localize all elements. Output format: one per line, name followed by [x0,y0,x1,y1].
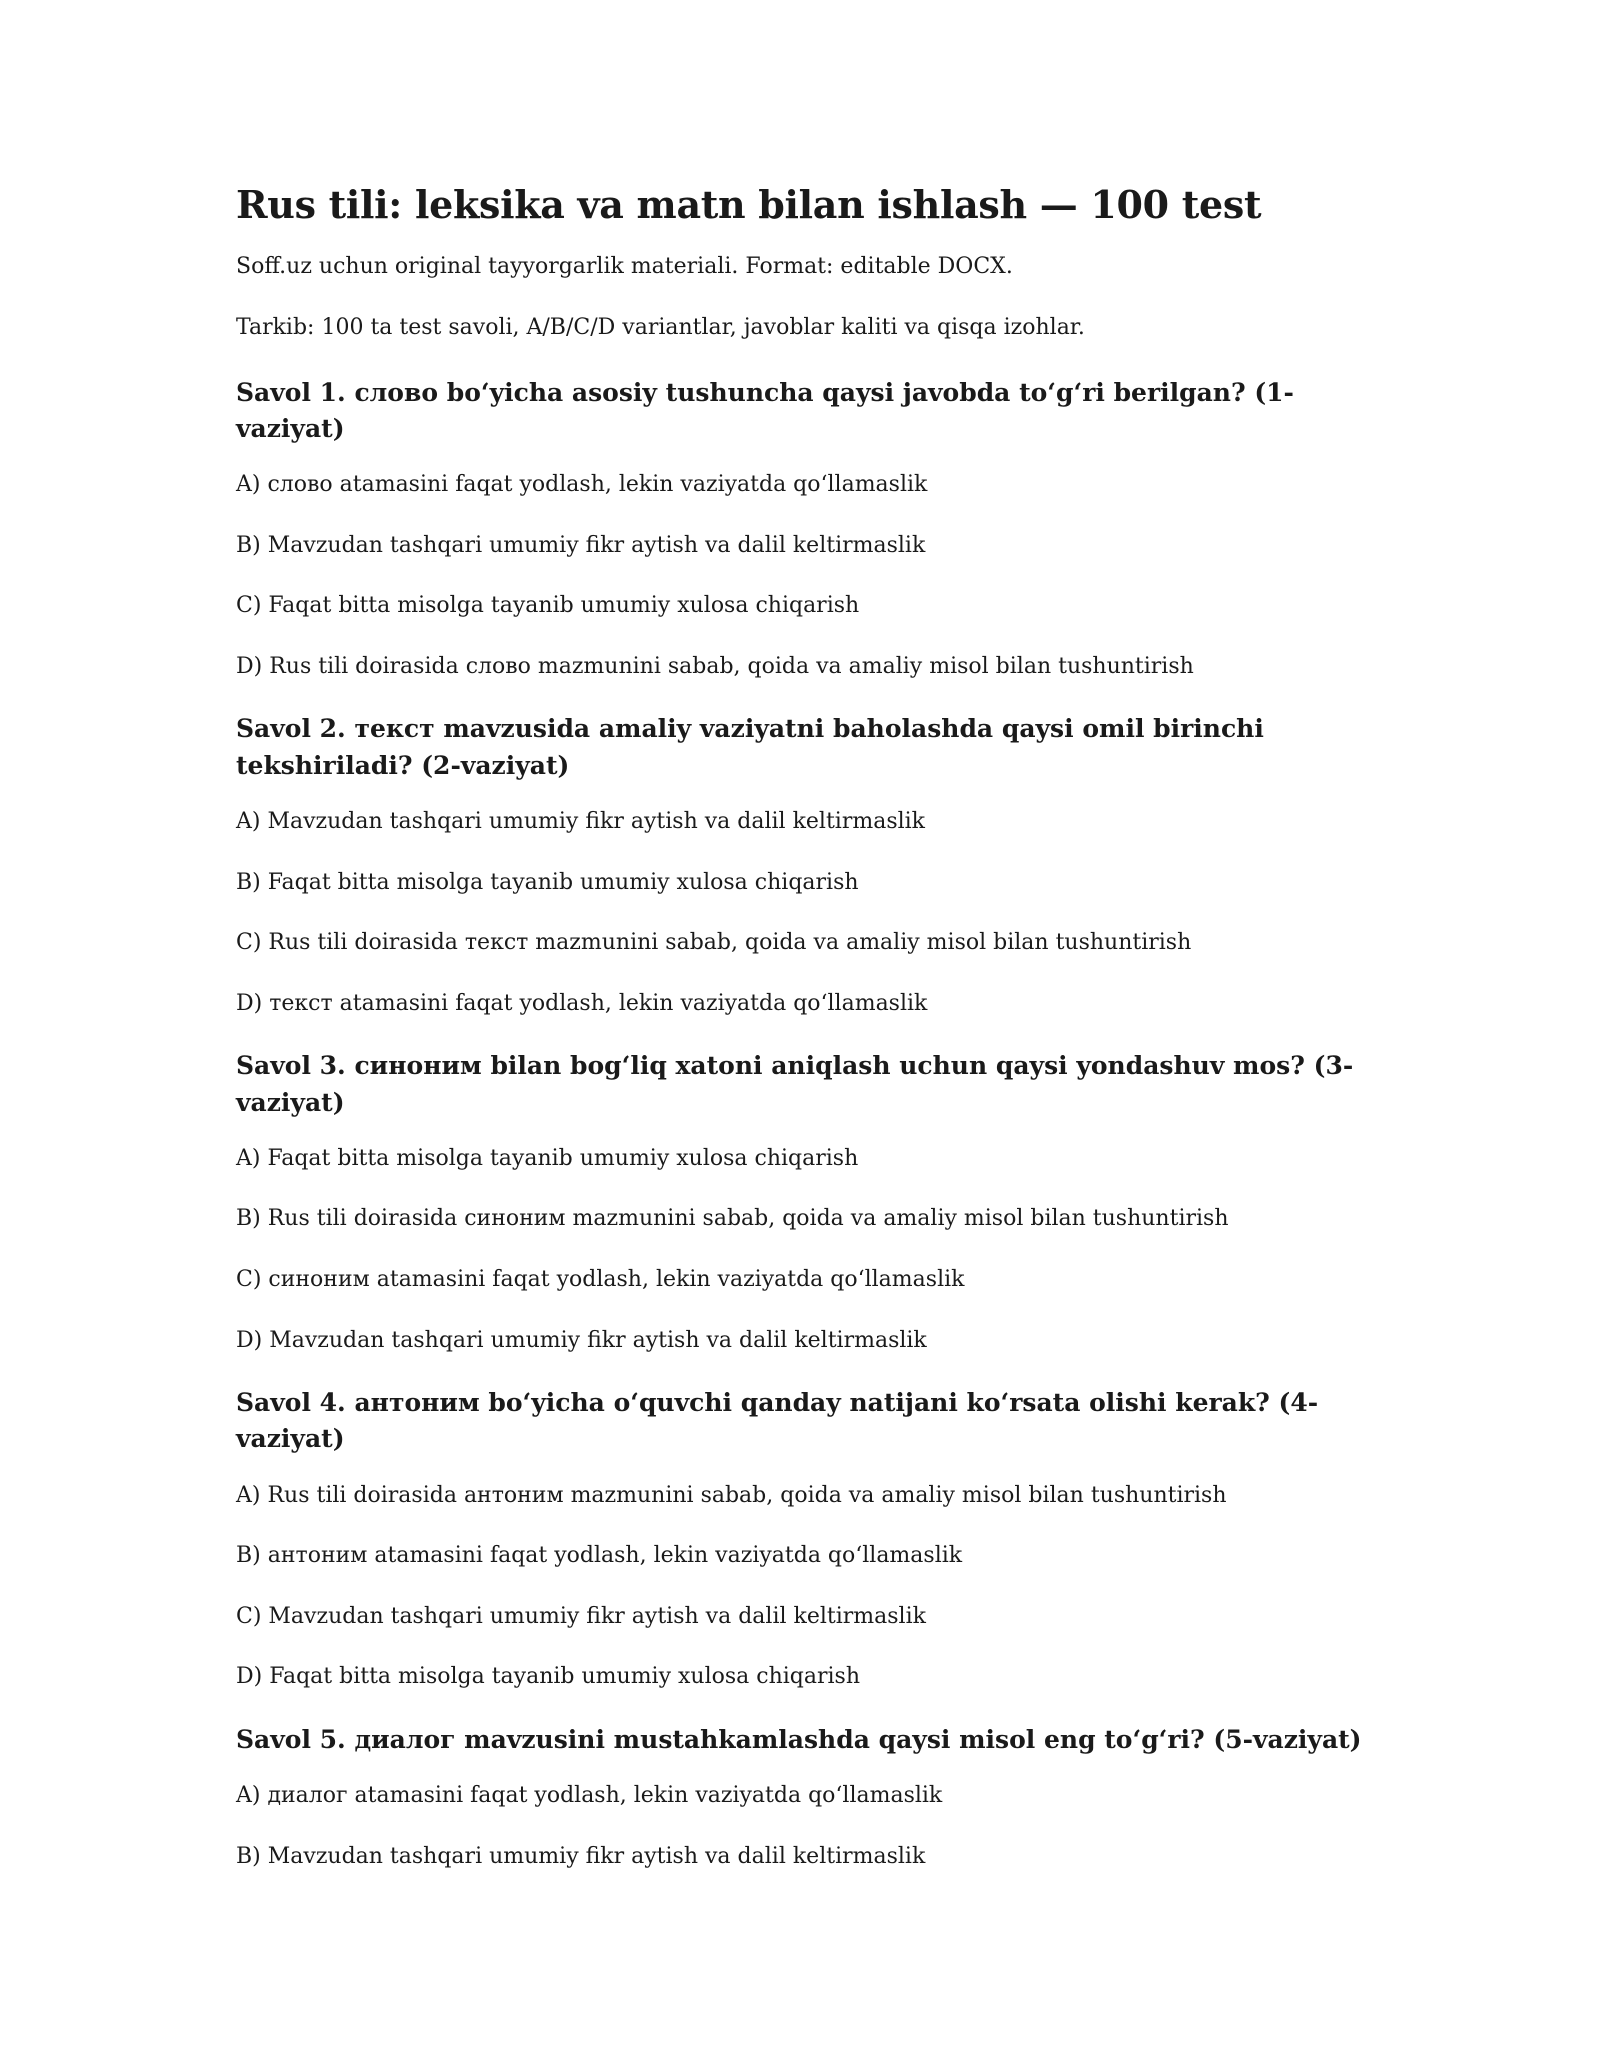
question-text: Savol 3. синоним bilan bog‘liq xatoni aniqlash uchun qaysi yondashuv mos? (3-vaziyat) [236,1051,1354,1117]
question-block [236,1385,1396,1692]
answer-option: C) Rus tili doirasida текст mazmunini sabab, qoida va amaliy misol bilan tushuntirish [236,930,1192,956]
answer-option: D) Mavzudan tashqari umumiy fikr aytish va dalil keltirmaslik [236,1327,927,1353]
answer-option: D) Rus tili doirasida слово mazmunini sabab, qoida va amaliy misol bilan tushuntirish [236,653,1194,679]
answer-option: A) Faqat bitta misolga tayanib umumiy xulosa chiqarish [236,1145,859,1171]
answer-option: B) Rus tili doirasida синоним mazmunini sabab, qoida va amaliy misol bilan tushuntirish [236,1206,1229,1232]
question-text: Savol 2. текст mavzusida amaliy vaziyatni baholashda qaysi omil birinchi tekshiriladi? (2-vaziyat) [236,714,1264,780]
answer-option: C) Mavzudan tashqari umumiy fikr aytish va dalil keltirmaslik [236,1603,926,1629]
answer-option: B) Mavzudan tashqari umumiy fikr aytish va dalil keltirmaslik [236,532,926,558]
answer-option: D) текст atamasini faqat yodlash, lekin vaziyatda qo‘llamaslik [236,990,928,1016]
answer-option: A) диалог atamasini faqat yodlash, lekin vaziyatda qo‘llamaslik [236,1783,943,1809]
intro-paragraph: Tarkib: 100 ta test savoli, A/B/C/D variantlar, javoblar kaliti va qisqa izohlar. [236,314,1085,340]
question-block [236,1048,1396,1355]
answer-option: D) Faqat bitta misolga tayanib umumiy xulosa chiqarish [236,1664,861,1690]
answer-option: B) Mavzudan tashqari umumiy fikr aytish va dalil keltirmaslik [236,1843,926,1869]
answer-option: C) синоним atamasini faqat yodlash, lekin vaziyatda qo‘llamaslik [236,1267,965,1293]
answer-option: A) слово atamasini faqat yodlash, lekin vaziyatda qo‘llamaslik [236,472,928,498]
answer-option: B) Faqat bitta misolga tayanib umumiy xulosa chiqarish [236,869,859,895]
document-title: Rus tili: leksika va matn bilan ishlash — 100 test [236,182,1262,227]
answer-option: A) Mavzudan tashqari umumiy fikr aytish va dalil keltirmaslik [236,808,926,834]
question-block [236,711,1396,1018]
question-text: Savol 5. диалог mavzusini mustahkamlashda qaysi misol eng to‘g‘ri? (5-vaziyat) [236,1725,1362,1755]
question-block [236,375,1396,682]
answer-option: B) антоним atamasini faqat yodlash, lekin vaziyatda qo‘llamaslik [236,1543,963,1569]
question-text: Savol 4. антоним bo‘yicha o‘quvchi qanday natijani ko‘rsata olishi kerak? (4-vaziyat) [236,1388,1319,1454]
question-block [236,1722,1396,1871]
question-text: Savol 1. слово bo‘yicha asosiy tushuncha qaysi javobda to‘g‘ri berilgan? (1-vaziyat) [236,377,1294,443]
answer-option: A) Rus tili doirasida антоним mazmunini sabab, qoida va amaliy misol bilan tushuntirish [236,1482,1227,1508]
answer-option: C) Faqat bitta misolga tayanib umumiy xulosa chiqarish [236,593,860,619]
intro-paragraph: Soff.uz uchun original tayyorgarlik materiali. Format: editable DOCX. [236,254,1013,280]
document-page [236,180,1396,1902]
